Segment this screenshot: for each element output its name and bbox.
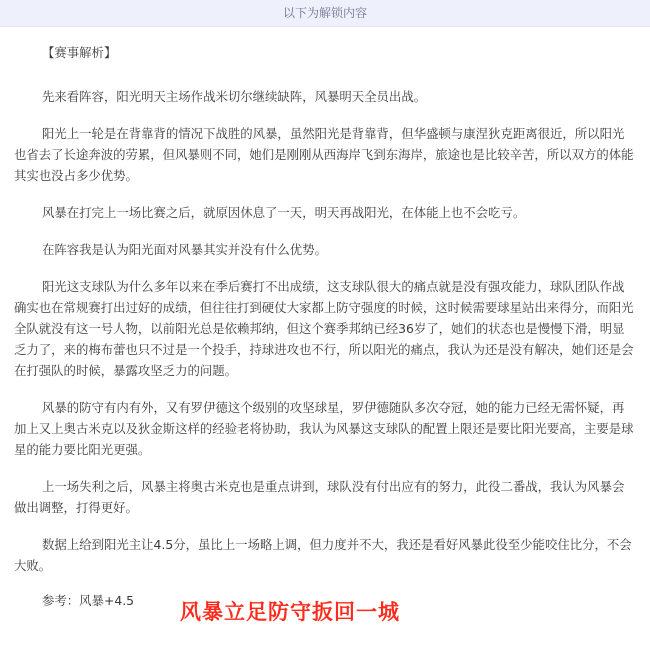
reference-line: 参考：风暴+4.5 [42, 593, 135, 608]
article-paragraph: 上一场失利之后，风暴主将奥古米克也是重点讲到，球队没有付出应有的努力，此役二番战，我认为风暴会做出调整，打得更好。 [14, 479, 625, 515]
article-paragraph: 阳光这支球队为什么多年以来在季后赛打不出成绩，这支球队很大的痛点就是没有强攻能力，球队团队作战确实也在常规赛打出过好的成绩，但往往打到硬仗大家都上防守强度的时候，这时候需要球星站出来得分，而阳光全队就没有这一号人物，以前阳光总是依赖邦纳，但这个赛季邦纳已经36岁了，她们的状态也是慢慢下滑，明显乏力了，来的梅布蕾也只不过是一个投手，持球进攻也不行，所以阳光的痛点，我认为还是没有解决，她们还是会在打强队的时候，暴露攻坚乏力的问题。 [14, 279, 634, 378]
article-body [14, 42, 634, 611]
headline-overlay: 风暴立足防守扳回一城 [180, 600, 400, 624]
article-heading: 【赛事解析】 [42, 45, 117, 60]
article-paragraph: 先来看阵容，阳光明天主场作战米切尔继续缺阵，风暴明天全员出战。 [42, 89, 427, 104]
unlock-banner-text: 以下为解锁内容 [282, 6, 367, 20]
article-paragraph: 数据上给到阳光主让4.5分，虽比上一场略上调，但力度并不大，我还是看好风暴此役至少能咬住比分，不会大败。 [14, 537, 632, 573]
article-paragraph: 风暴在打完上一场比赛之后，就原因休息了一天，明天再战阳光，在体能上也不会吃亏。 [42, 205, 526, 220]
article-paragraph: 风暴的防守有内有外，又有罗伊德这个级别的攻坚球星，罗伊德随队多次夺冠，她的能力已经无需怀疑，再加上又上奥古米克以及狄金斯这样的经验老将协助，我认为风暴这支球队的配置上限还是要比阳光要高，主要是球星的能力要比阳光更强。 [14, 400, 634, 457]
article-paragraph: 在阵容我是认为阳光面对风暴其实并没有什么优势。 [42, 242, 327, 257]
article-paragraph: 阳光上一轮是在背靠背的情况下战胜的风暴，虽然阳光是背靠背，但华盛顿与康涅狄克距离很近，所以阳光也省去了长途奔波的劳累，但风暴则不同，她们是刚刚从西海岸飞到东海岸，旅途也是比较辛苦，所以双方的体能其实也没占多少优势。 [14, 126, 634, 183]
unlock-banner [0, 0, 650, 27]
